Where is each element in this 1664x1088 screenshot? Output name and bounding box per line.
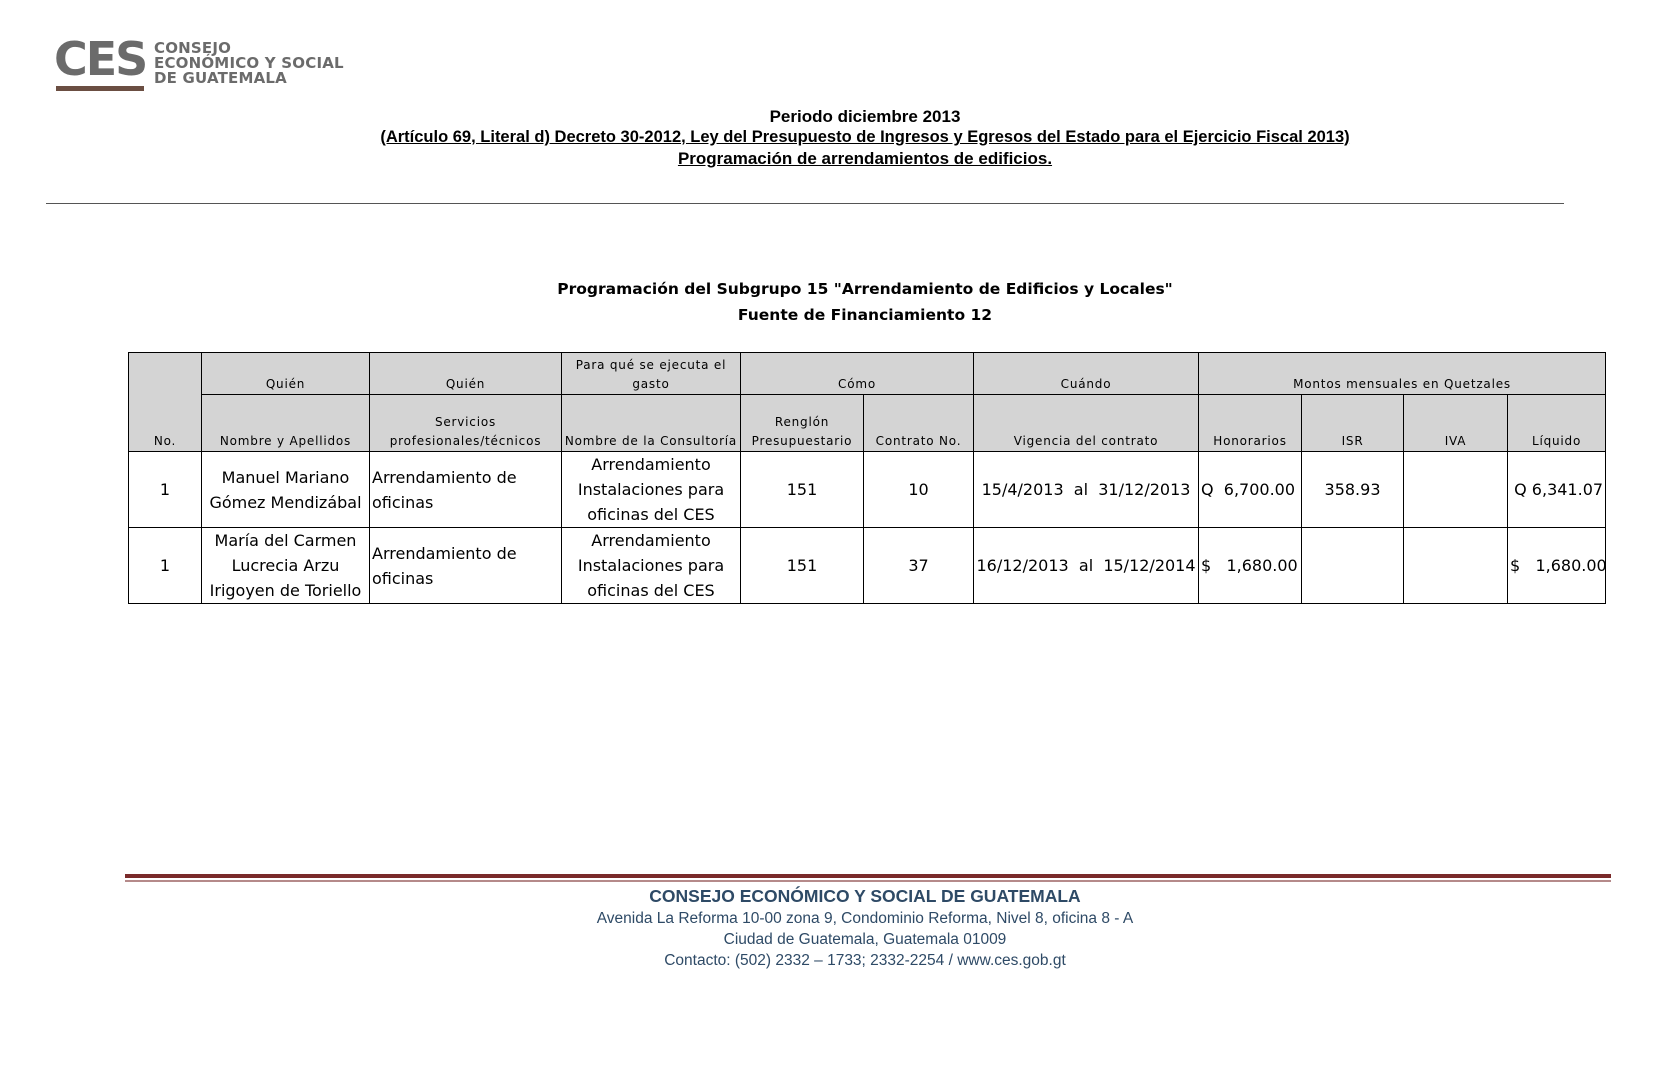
col-header-vigencia: Vigencia del contrato xyxy=(974,395,1199,452)
footer-city: Ciudad de Guatemala, Guatemala 01009 xyxy=(723,931,1007,948)
group-header-quien-1: Quién xyxy=(202,353,370,395)
header-period: Periodo diciembre 2013 xyxy=(769,107,961,126)
cell-vigencia: 16/12/2013 al 15/12/2014 xyxy=(974,528,1199,604)
logo-name-line-1: CONSEJO xyxy=(154,39,232,57)
ces-logo-mark xyxy=(54,32,147,94)
col-header-contrato: Contrato No. xyxy=(864,395,974,452)
cell-servicios: Arrendamiento de oficinas xyxy=(370,528,562,604)
cell-nombre: Manuel Mariano Gómez Mendizábal xyxy=(202,452,370,528)
group-header-para-que: Para qué se ejecuta el gasto xyxy=(562,353,741,395)
cell-honorarios: Q 6,700.00 xyxy=(1199,452,1302,528)
cell-liquido: Q 6,341.07 xyxy=(1508,452,1606,528)
cell-liquido: $ 1,680.00 xyxy=(1508,528,1606,604)
cell-contrato: 10 xyxy=(864,452,974,528)
document-footer xyxy=(0,884,1664,971)
footer-address: Avenida La Reforma 10-00 zona 9, Condominio Reforma, Nivel 8, oficina 8 - A xyxy=(596,910,1134,927)
ces-logo xyxy=(54,32,354,94)
cell-no: 1 xyxy=(129,528,202,604)
cell-iva xyxy=(1404,452,1508,528)
group-header-cuando: Cuándo xyxy=(974,353,1199,395)
cell-contrato: 37 xyxy=(864,528,974,604)
table-row xyxy=(129,528,1606,604)
logo-name xyxy=(154,41,364,86)
cell-iva xyxy=(1404,528,1508,604)
document-header xyxy=(0,106,1664,169)
group-header-quien-2: Quién xyxy=(370,353,562,395)
cell-isr xyxy=(1302,528,1404,604)
logo-mark-text: CES xyxy=(54,32,147,86)
section-title-funding: Fuente de Financiamiento 12 xyxy=(737,306,993,324)
section-title xyxy=(0,276,1664,328)
cell-honorarios: $ 1,680.00 xyxy=(1199,528,1302,604)
col-header-no: No. xyxy=(129,353,202,452)
col-header-liquido: Líquido xyxy=(1508,395,1606,452)
table-group-header-row xyxy=(129,353,1606,395)
footer-rule-dark xyxy=(125,874,1611,878)
section-title-main: Programación del Subgrupo 15 "Arrendamiento de Edificios y Locales" xyxy=(557,280,1173,298)
col-header-consultoria: Nombre de la Consultoría xyxy=(562,395,741,452)
cell-vigencia: 15/4/2013 al 31/12/2013 xyxy=(974,452,1199,528)
col-header-honorarios: Honorarios xyxy=(1199,395,1302,452)
col-header-iva: IVA xyxy=(1404,395,1508,452)
table-column-header-row xyxy=(129,395,1606,452)
cell-no: 1 xyxy=(129,452,202,528)
cell-renglon: 151 xyxy=(741,452,864,528)
col-header-nombre: Nombre y Apellidos xyxy=(202,395,370,452)
table-row xyxy=(129,452,1606,528)
cell-servicios: Arrendamiento de oficinas xyxy=(370,452,562,528)
footer-contact: Contacto: (502) 2332 – 1733; 2332-2254 / www.ces.gob.gt xyxy=(664,952,1066,969)
cell-isr: 358.93 xyxy=(1302,452,1404,528)
cell-nombre: María del Carmen Lucrecia Arzu Irigoyen de Toriello xyxy=(202,528,370,604)
col-header-servicios: Servicios profesionales/técnicos xyxy=(370,395,562,452)
col-header-isr: ISR xyxy=(1302,395,1404,452)
group-header-como: Cómo xyxy=(741,353,974,395)
footer-rule-light xyxy=(125,880,1611,882)
cell-consultoria: Arrendamiento Instalaciones para oficinas del CES xyxy=(562,452,741,528)
header-legal-reference: (Artículo 69, Literal d) Decreto 30-2012, Ley del Presupuesto de Ingresos y Egresos del Estado para el Ejercicio Fiscal 2013) xyxy=(380,128,1350,146)
logo-name-line-2: ECONÓMICO Y SOCIAL xyxy=(154,54,344,72)
header-subject: Programación de arrendamientos de edificios. xyxy=(677,149,1053,168)
logo-name-line-3: DE GUATEMALA xyxy=(154,69,287,87)
group-header-montos: Montos mensuales en Quetzales xyxy=(1199,353,1606,395)
leases-table xyxy=(128,352,1606,604)
footer-org-name: CONSEJO ECONÓMICO Y SOCIAL DE GUATEMALA xyxy=(649,886,1081,906)
header-divider xyxy=(46,203,1564,204)
logo-underline xyxy=(56,86,144,91)
col-header-renglon: Renglón Presupuestario xyxy=(741,395,864,452)
cell-renglon: 151 xyxy=(741,528,864,604)
cell-consultoria: Arrendamiento Instalaciones para oficinas del CES xyxy=(562,528,741,604)
